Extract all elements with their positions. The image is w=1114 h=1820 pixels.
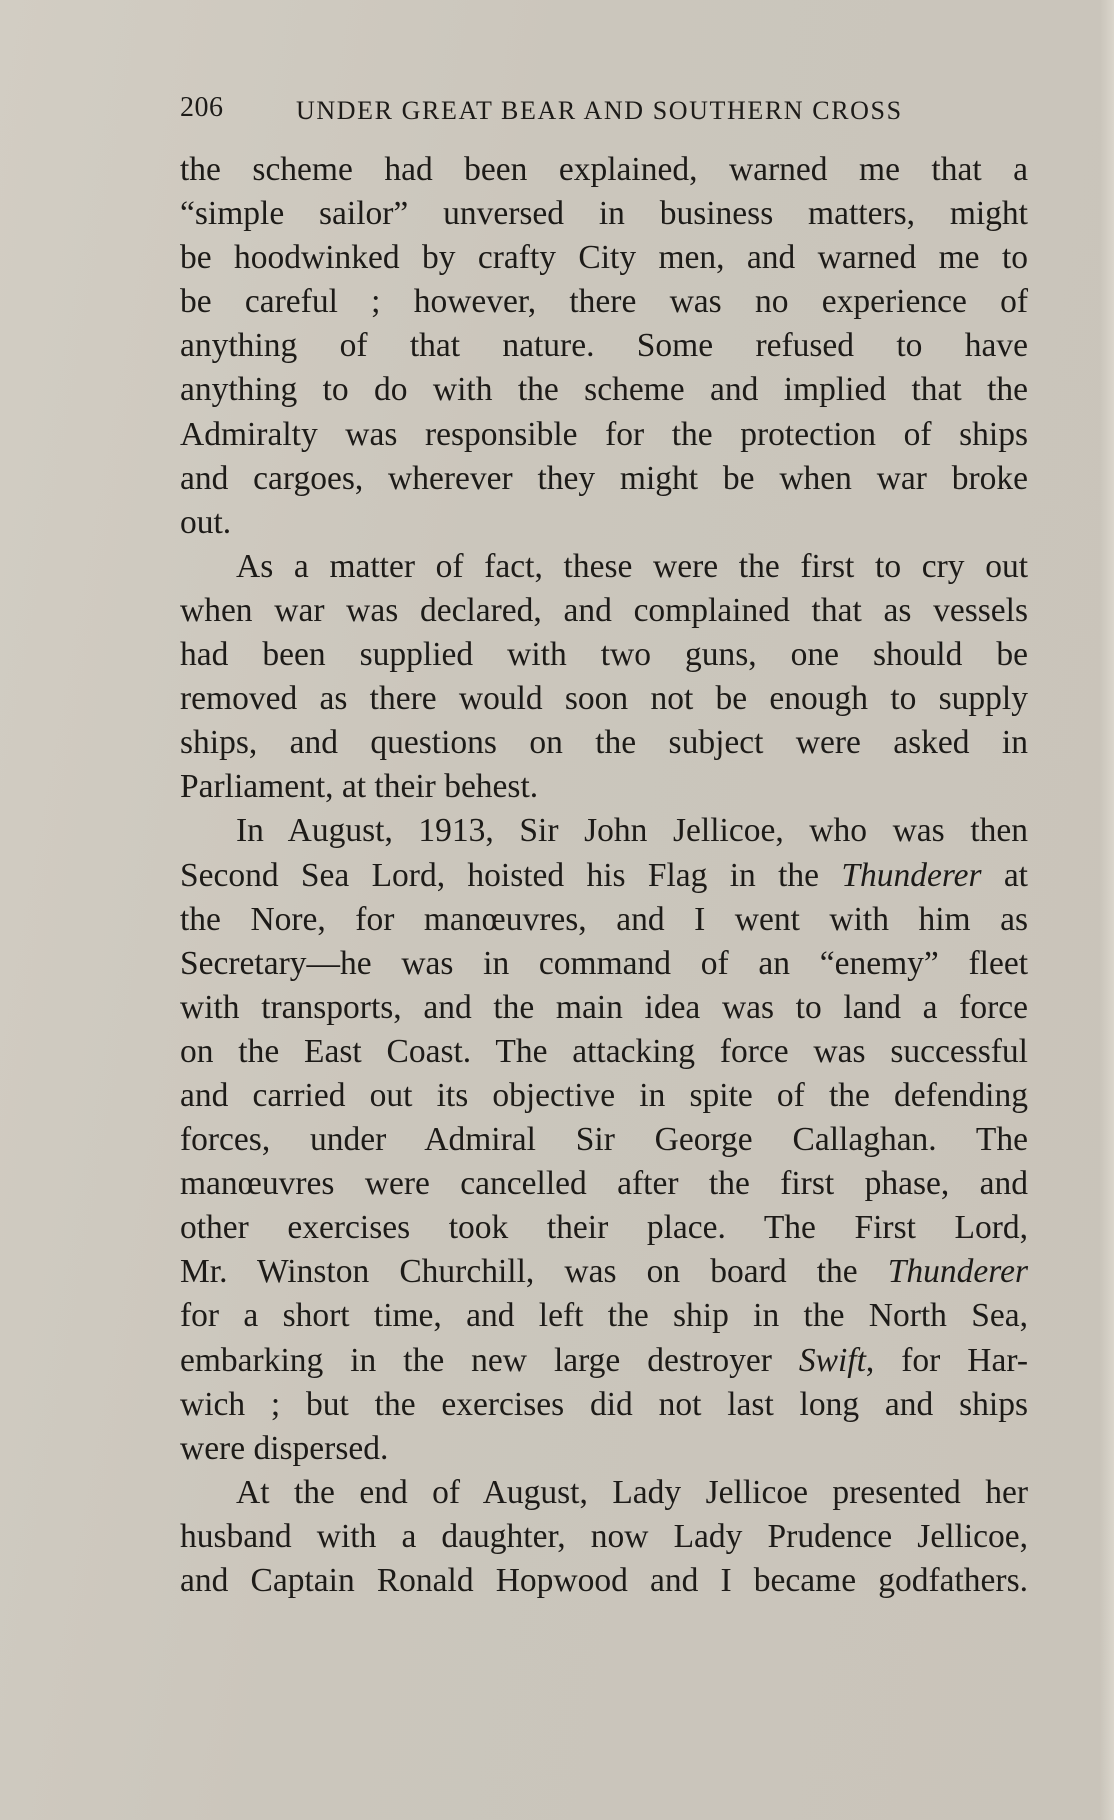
text-line: with transports, and the main idea was to land a force (180, 988, 1028, 1026)
text-line: be careful ; however, there was no experience of (180, 283, 1028, 321)
text-line: on the East Coast. The attacking force was successful (180, 1032, 1028, 1070)
page-header (180, 92, 1030, 132)
text-line: were dispersed. (180, 1429, 389, 1467)
text-line: out. (180, 503, 232, 541)
text-line: Parliament, at their behest. (180, 768, 539, 806)
text-line: Mr. Winston Churchill, was on board the Thunderer (180, 1253, 1028, 1291)
paragraph-first-line: As a matter of fact, these were the first to cry out (236, 547, 1028, 585)
text-line: and cargoes, wherever they might be when war broke (180, 459, 1028, 497)
text-line: anything of that nature. Some refused to have (180, 327, 1028, 365)
text-line: had been supplied with two guns, one should be (180, 636, 1028, 674)
text-line: husband with a daughter, now Lady Prudence Jellicoe, (180, 1517, 1028, 1555)
text-line: the Nore, for manœuvres, and I went with him as (180, 900, 1028, 938)
text-line: ships, and questions on the subject were asked in (180, 724, 1028, 762)
text-line: the scheme had been explained, warned me that a (180, 151, 1028, 188)
text-line: when war was declared, and complained that as vessels (180, 591, 1028, 629)
text-line: manœuvres were cancelled after the first phase, and (180, 1165, 1028, 1203)
page-number: 206 (180, 92, 224, 123)
text-line: Admiralty was responsible for the protection of ships (180, 415, 1028, 453)
text-line: and carried out its objective in spite of the defending (180, 1076, 1028, 1114)
text-line: for a short time, and left the ship in the North Sea, (180, 1297, 1028, 1335)
paragraph-first-line: At the end of August, Lady Jellicoe presented her (236, 1473, 1028, 1511)
running-head: UNDER GREAT BEAR AND SOUTHERN CROSS (296, 96, 903, 125)
text-line: Secretary—he was in command of an “enemy” fleet (180, 944, 1028, 982)
body-text (180, 148, 1028, 1603)
text-line: and Captain Ronald Hopwood and I became godfathers. (180, 1562, 1028, 1599)
text-line: anything to do with the scheme and implied that the (180, 371, 1028, 409)
text-line: forces, under Admiral Sir George Callaghan. The (180, 1121, 1028, 1159)
text-line: removed as there would soon not be enough to supply (180, 680, 1028, 718)
text-line: embarking in the new large destroyer Swift, for Har- (180, 1341, 1029, 1379)
page-edge (1100, 0, 1114, 1820)
text-line: be hoodwinked by crafty City men, and warned me to (180, 239, 1028, 277)
text-line: “simple sailor” unversed in business matters, might (180, 195, 1028, 233)
text-line: wich ; but the exercises did not last long and ships (180, 1385, 1028, 1423)
text-line: other exercises took their place. The First Lord, (180, 1209, 1028, 1247)
paragraph-first-line: In August, 1913, Sir John Jellicoe, who was then (236, 812, 1028, 850)
text-line: Second Sea Lord, hoisted his Flag in the Thunderer at (180, 856, 1028, 894)
